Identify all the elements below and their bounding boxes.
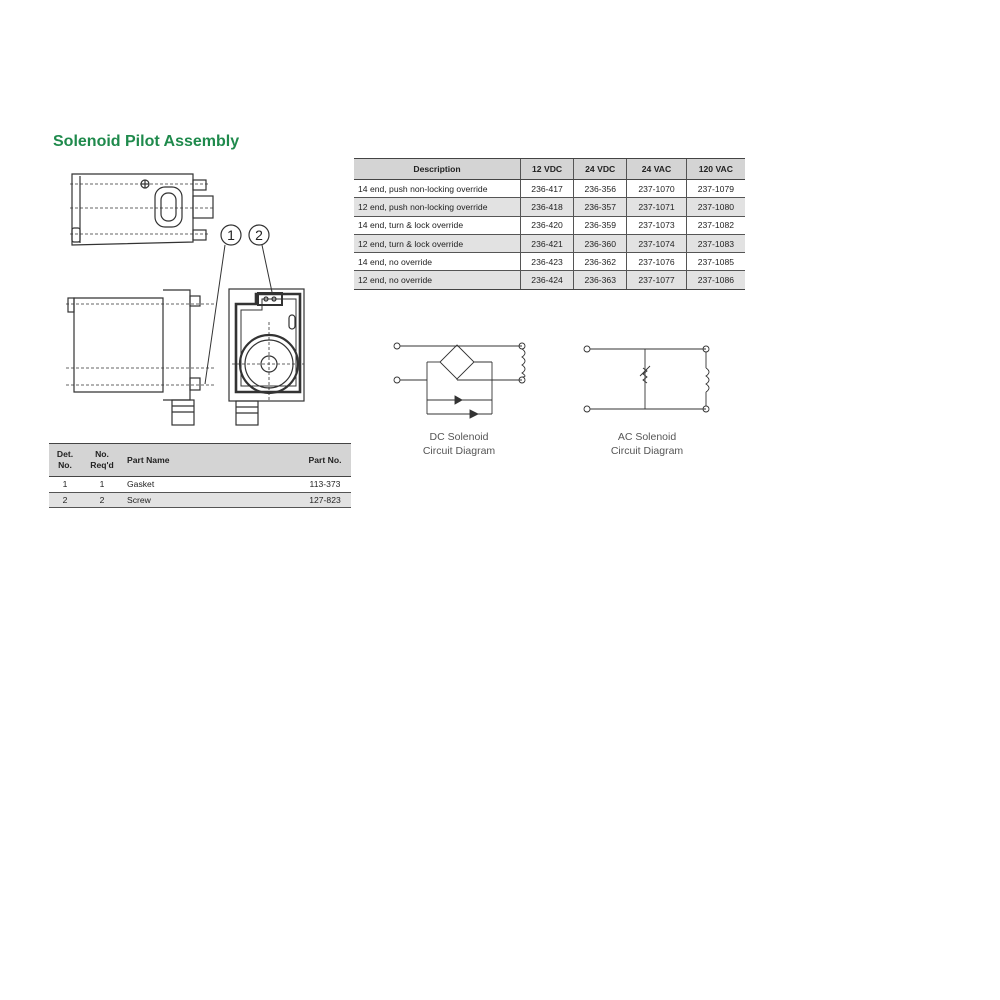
pilot-top-view bbox=[70, 174, 215, 245]
parts-table-row bbox=[49, 477, 351, 493]
parts-cell: 1 bbox=[81, 477, 123, 493]
desc-cell: 14 end, turn & lock override bbox=[354, 216, 521, 234]
desc-cell: 236-420 bbox=[521, 216, 574, 234]
desc-cell: 237-1082 bbox=[686, 216, 745, 234]
parts-col-part-name: Part Name bbox=[123, 444, 299, 477]
desc-cell: 12 end, push non-locking override bbox=[354, 198, 521, 216]
desc-table-row bbox=[354, 234, 745, 252]
desc-cell: 237-1077 bbox=[627, 271, 686, 289]
pilot-side-view bbox=[66, 290, 214, 425]
desc-cell: 237-1073 bbox=[627, 216, 686, 234]
desc-cell: 12 end, turn & lock override bbox=[354, 234, 521, 252]
callout-1: 1 bbox=[227, 227, 235, 243]
parts-col-no-reqd bbox=[81, 444, 123, 477]
desc-col-24vac: 24 VAC bbox=[627, 159, 686, 180]
desc-cell: 236-362 bbox=[574, 253, 627, 271]
parts-cell: Screw bbox=[123, 492, 299, 508]
callout-2: 2 bbox=[255, 227, 263, 243]
parts-list-table bbox=[49, 443, 351, 508]
parts-cell: 2 bbox=[81, 492, 123, 508]
parts-cell: 113-373 bbox=[299, 477, 351, 493]
desc-cell: 237-1085 bbox=[686, 253, 745, 271]
desc-cell: 14 end, no override bbox=[354, 253, 521, 271]
dc-circuit-diagram bbox=[394, 343, 525, 418]
parts-col-det-no bbox=[49, 444, 81, 477]
parts-cell: Gasket bbox=[123, 477, 299, 493]
desc-cell: 236-421 bbox=[521, 234, 574, 252]
desc-cell: 237-1086 bbox=[686, 271, 745, 289]
parts-col-det-no-label: Det. No. bbox=[56, 449, 74, 470]
desc-col-description: Description bbox=[354, 159, 521, 180]
page-title: Solenoid Pilot Assembly bbox=[53, 133, 240, 150]
ac-caption bbox=[596, 430, 698, 458]
parts-table-row bbox=[49, 492, 351, 508]
ac-circuit-diagram bbox=[584, 346, 709, 412]
solenoid-description-table bbox=[354, 158, 745, 290]
dc-caption bbox=[408, 430, 510, 458]
ac-caption-line-1: AC Solenoid bbox=[617, 431, 677, 443]
desc-table-row bbox=[354, 271, 745, 289]
parts-cell: 2 bbox=[49, 492, 81, 508]
desc-cell: 237-1076 bbox=[627, 253, 686, 271]
parts-cell: 1 bbox=[49, 477, 81, 493]
desc-col-120vac: 120 VAC bbox=[686, 159, 745, 180]
desc-cell: 14 end, push non-locking override bbox=[354, 180, 521, 198]
desc-cell: 236-357 bbox=[574, 198, 627, 216]
desc-cell: 236-359 bbox=[574, 216, 627, 234]
ac-caption-line-2: Circuit Diagram bbox=[610, 445, 684, 457]
parts-cell: 127-823 bbox=[299, 492, 351, 508]
dc-caption-line-2: Circuit Diagram bbox=[422, 445, 496, 457]
desc-col-24vdc: 24 VDC bbox=[574, 159, 627, 180]
desc-cell: 237-1070 bbox=[627, 180, 686, 198]
desc-cell: 236-423 bbox=[521, 253, 574, 271]
parts-header-row bbox=[49, 444, 351, 477]
desc-cell: 236-418 bbox=[521, 198, 574, 216]
desc-table-row bbox=[354, 180, 745, 198]
parts-col-part-no: Part No. bbox=[299, 444, 351, 477]
desc-cell: 236-356 bbox=[574, 180, 627, 198]
desc-cell: 236-360 bbox=[574, 234, 627, 252]
desc-cell: 237-1071 bbox=[627, 198, 686, 216]
desc-cell: 12 end, no override bbox=[354, 271, 521, 289]
pilot-end-view bbox=[229, 289, 304, 425]
desc-cell: 237-1079 bbox=[686, 180, 745, 198]
desc-table-row bbox=[354, 216, 745, 234]
desc-cell: 237-1083 bbox=[686, 234, 745, 252]
parts-col-no-reqd-label: No. Req'd bbox=[90, 449, 114, 470]
desc-table-row bbox=[354, 198, 745, 216]
desc-cell: 236-424 bbox=[521, 271, 574, 289]
desc-cell: 236-363 bbox=[574, 271, 627, 289]
desc-header-row bbox=[354, 159, 745, 180]
desc-cell: 236-417 bbox=[521, 180, 574, 198]
desc-table-row bbox=[354, 253, 745, 271]
desc-cell: 237-1074 bbox=[627, 234, 686, 252]
desc-col-12vdc: 12 VDC bbox=[521, 159, 574, 180]
desc-cell: 237-1080 bbox=[686, 198, 745, 216]
dc-caption-line-1: DC Solenoid bbox=[429, 431, 489, 443]
